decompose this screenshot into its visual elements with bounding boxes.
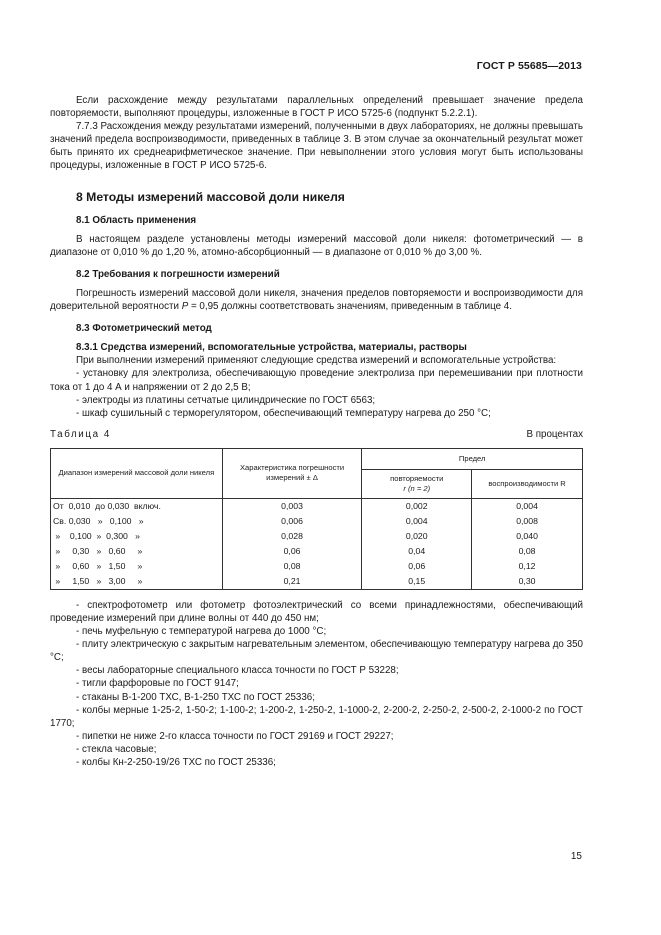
cell-error: 0,06 [222,544,362,559]
section-8-3-1-intro: При выполнении измерений применяют следующие средства измерений и вспомогательные устройства: [76,355,557,367]
cell-repeatability: 0,002 [362,498,472,514]
probability-symbol: P [181,301,189,313]
section-8-1-text: В настоящем разделе установлены методы измерений массовой доли никеля: фотометрический — в диапазоне от 0,010 % до 1,20 %, атомно-абсорбционный — в диапазоне от 0,010 % до 3,00 %. [50,233,583,258]
cell-repeatability: 0,020 [362,529,472,544]
cell-error: 0,003 [222,498,362,514]
list-item: - электроды из платины сетчатые цилиндрические по ГОСТ 6563; [76,394,376,406]
col-header-range: Диапазон измерений массовой доли никеля [51,448,223,498]
table-caption: Таблица 4 [50,428,111,440]
section-8-title: 8 Методы измерений массовой доли никеля [76,189,345,204]
equipment-list-continued [50,599,583,769]
list-item: - печь муфельную с температурой нагрева до 1000 °С; [76,626,327,638]
table-4 [50,448,583,590]
intro-paragraph-2: 7.7.3 Расхождения между результатами измерений, полученными в двух лабораториях, не должны превышать значений предела воспроизводимости, приведенных в таблице 3. В этом случае за окончательный результат может быть принято их среднеарифметическое значение. При невыполнении этого условия могут быть использованы процедуры, изложенные в ГОСТ Р ИСО 5725-6. [50,121,583,172]
section-8-2-title: 8.2 Требования к погрешности измерений [76,268,280,280]
list-item: - колбы мерные 1-25-2, 1-50-2; 1-100-2; 1-200-2, 1-250-2, 1-1000-2, 2-200-2, 2-250-2, 2-500-2, 2-1000-2 по ГОСТ 1770; [50,704,583,729]
list-item: - шкаф сушильный с терморегулятором, обеспечивающий температуру нагрева до 250 °С; [76,407,491,419]
section-8-3-1-title: 8.3.1 Средства измерений, вспомогательные устройства, материалы, растворы [76,342,467,354]
table-row [51,514,583,529]
repeatability-label: повторяемости [390,473,444,483]
section-8-2-text-b: = 0,95 должны соответствовать значениям, приведенным в таблице 4. [188,301,512,313]
cell-reproducibility: 0,08 [472,544,583,559]
section-8-2-text [50,287,583,313]
cell-range: » 0,60 » 1,50 » [51,559,223,574]
cell-error: 0,028 [222,529,362,544]
cell-reproducibility: 0,004 [472,498,583,514]
cell-range: » 0,30 » 0,60 » [51,544,223,559]
list-item: - весы лабораторные специального класса точности по ГОСТ Р 53228; [76,665,399,677]
col-header-repeatability [362,469,472,498]
cell-range: От 0,010 до 0,030 включ. [51,498,223,514]
page-content [50,94,583,769]
list-item: - стекла часовые; [76,743,157,755]
cell-reproducibility: 0,12 [472,559,583,574]
section-8-1-title: 8.1 Область применения [76,214,197,226]
page-number: 15 [570,851,582,862]
section-8-2-text-a: Погрешность измерений массовой доли никеля, значения пределов повторяемости и воспроизводимости для доверительной вероятности [50,287,583,313]
repeatability-symbol: r (n = 2) [403,483,431,493]
list-item: - колбы Кн-2-250-19/26 ТХС по ГОСТ 25336; [76,757,276,768]
table-row [51,559,583,574]
section-8-3-title: 8.3 Фотометрический метод [76,323,212,335]
cell-range: Св. 0,030 » 0,100 » [51,514,223,529]
cell-repeatability: 0,15 [362,574,472,590]
cell-error: 0,08 [222,559,362,574]
cell-repeatability: 0,004 [362,514,472,529]
table-row [51,498,583,514]
cell-repeatability: 0,04 [362,544,472,559]
table-caption-row [50,428,583,441]
col-header-reproducibility: воспроизводимости R [472,469,583,498]
table-units: В процентах [526,428,583,440]
list-item: - плиту электрическую с закрытым нагревательным элементом, обеспечивающую температуру нагрева до 350 °С; [50,639,583,664]
col-header-limit: Предел [362,448,583,469]
intro-paragraph-1: Если расхождение между результатами параллельных определений превышает значение предела повторяемости, выполняют процедуры, изложенные в ГОСТ Р ИСО 5725-6 (подпункт 5.2.2.1). [50,95,583,120]
cell-range: » 0,100 » 0,300 » [51,529,223,544]
list-item: - тигли фарфоровые по ГОСТ 9147; [76,678,239,690]
col-header-error: Характеристика погрешности измерений ± Δ [222,448,362,498]
standard-header: ГОСТ Р 55685—2013 [476,60,582,72]
table-row [51,529,583,544]
cell-reproducibility: 0,040 [472,529,583,544]
cell-reproducibility: 0,30 [472,574,583,590]
cell-range: » 1,50 » 3,00 » [51,574,223,590]
table-row [51,544,583,559]
list-item: - пипетки не ниже 2-го класса точности по ГОСТ 29169 и ГОСТ 29227; [76,730,394,742]
list-item: - спектрофотометр или фотометр фотоэлектрический со всеми принадлежностями, обеспечивающий проведение измерений при длине волны от 440 до 450 нм; [50,599,583,624]
cell-reproducibility: 0,008 [472,514,583,529]
cell-error: 0,006 [222,514,362,529]
table-row [51,574,583,590]
list-item: - установку для электролиза, обеспечивающую проведение электролиза при перемешивании при плотности тока от 1 до 4 А и напряжении от 2 до 2,5 В; [50,368,583,393]
cell-repeatability: 0,06 [362,559,472,574]
cell-error: 0,21 [222,574,362,590]
list-item: - стаканы В-1-200 ТХС, В-1-250 ТХС по ГОСТ 25336; [76,691,315,703]
